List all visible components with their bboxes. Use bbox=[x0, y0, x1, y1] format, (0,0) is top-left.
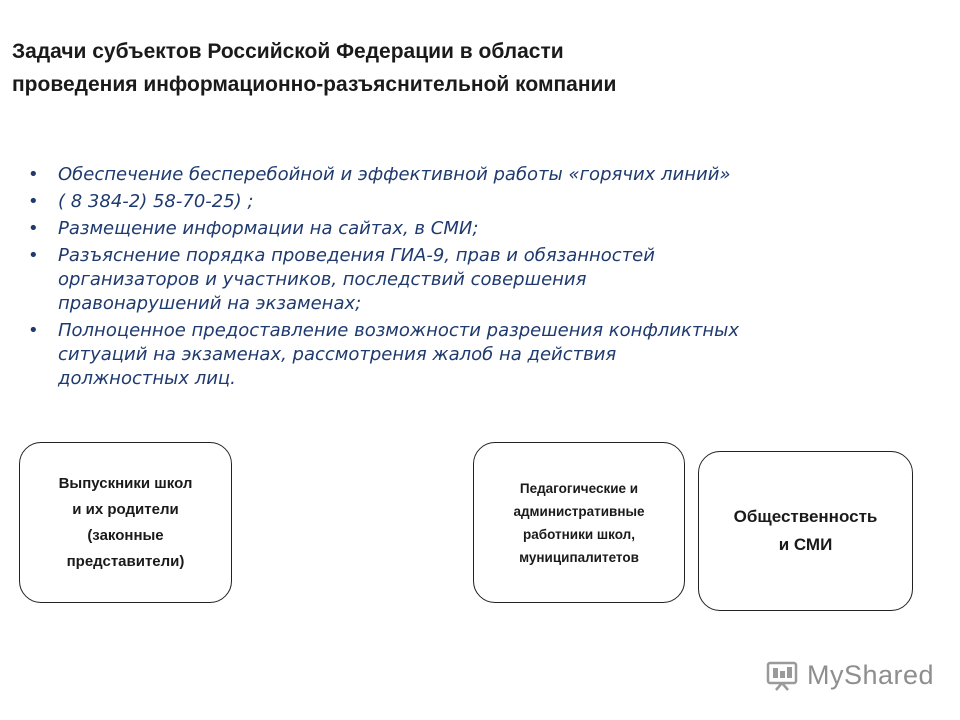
audience-box-public bbox=[698, 451, 913, 611]
task-text: Полноценное предоставление возможности разрешения конфликтных bbox=[58, 320, 740, 341]
audience-box-line: и СМИ bbox=[778, 535, 833, 554]
title-line-1: Задачи субъектов Российской Федерации в области bbox=[12, 40, 564, 63]
task-text: правонарушений на экзаменах; bbox=[58, 293, 362, 314]
task-text: ( 8 384-2) 58-70-25) ; bbox=[58, 191, 254, 212]
bullet-icon: • bbox=[28, 164, 39, 185]
audience-box-staff bbox=[473, 442, 685, 603]
watermark-logo bbox=[765, 655, 934, 695]
task-item-hotlines bbox=[28, 163, 928, 187]
audience-box-text bbox=[734, 503, 878, 559]
audience-box-line: административные bbox=[513, 503, 645, 519]
bullet-icon: • bbox=[28, 218, 39, 239]
title-line-2: проведения информационно-разъяснительной компании bbox=[12, 73, 617, 96]
task-text: ситуаций на экзаменах, рассмотрения жалоб на действия bbox=[58, 344, 617, 365]
task-item-conflicts bbox=[28, 319, 928, 391]
presentation-board-icon bbox=[765, 658, 799, 692]
bullet-icon: • bbox=[28, 245, 39, 266]
task-item-explanation bbox=[28, 244, 928, 316]
audience-box-line: работники школ, bbox=[523, 526, 635, 542]
audience-box-line: муниципалитетов bbox=[519, 549, 639, 565]
task-text: должностных лиц. bbox=[58, 368, 236, 389]
task-item-phone bbox=[28, 190, 928, 214]
task-text: Обеспечение бесперебойной и эффективной работы «горячих линий» bbox=[58, 164, 731, 185]
task-list bbox=[28, 163, 928, 394]
audience-box-text bbox=[59, 471, 193, 575]
task-item-publishing bbox=[28, 217, 928, 241]
task-text: Разъяснение порядка проведения ГИА-9, прав и обязанностей bbox=[58, 245, 655, 266]
audience-box-line: Общественность bbox=[733, 507, 878, 526]
slide-title bbox=[12, 35, 912, 101]
bullet-icon: • bbox=[28, 191, 39, 212]
audience-box-line: и их родители bbox=[72, 500, 179, 518]
audience-box-line: Педагогические и bbox=[519, 480, 639, 496]
audience-box-line: представители) bbox=[66, 552, 185, 570]
task-text: организаторов и участников, последствий совершения bbox=[58, 269, 587, 290]
bullet-icon: • bbox=[28, 320, 39, 341]
audience-box-line: Выпускники школ bbox=[58, 474, 193, 492]
audience-box-text bbox=[513, 477, 644, 569]
task-text: Размещение информации на сайтах, в СМИ; bbox=[58, 218, 479, 239]
audience-box-graduates bbox=[19, 442, 232, 603]
audience-box-line: (законные bbox=[87, 526, 164, 544]
watermark-text: MyShared bbox=[807, 659, 935, 690]
